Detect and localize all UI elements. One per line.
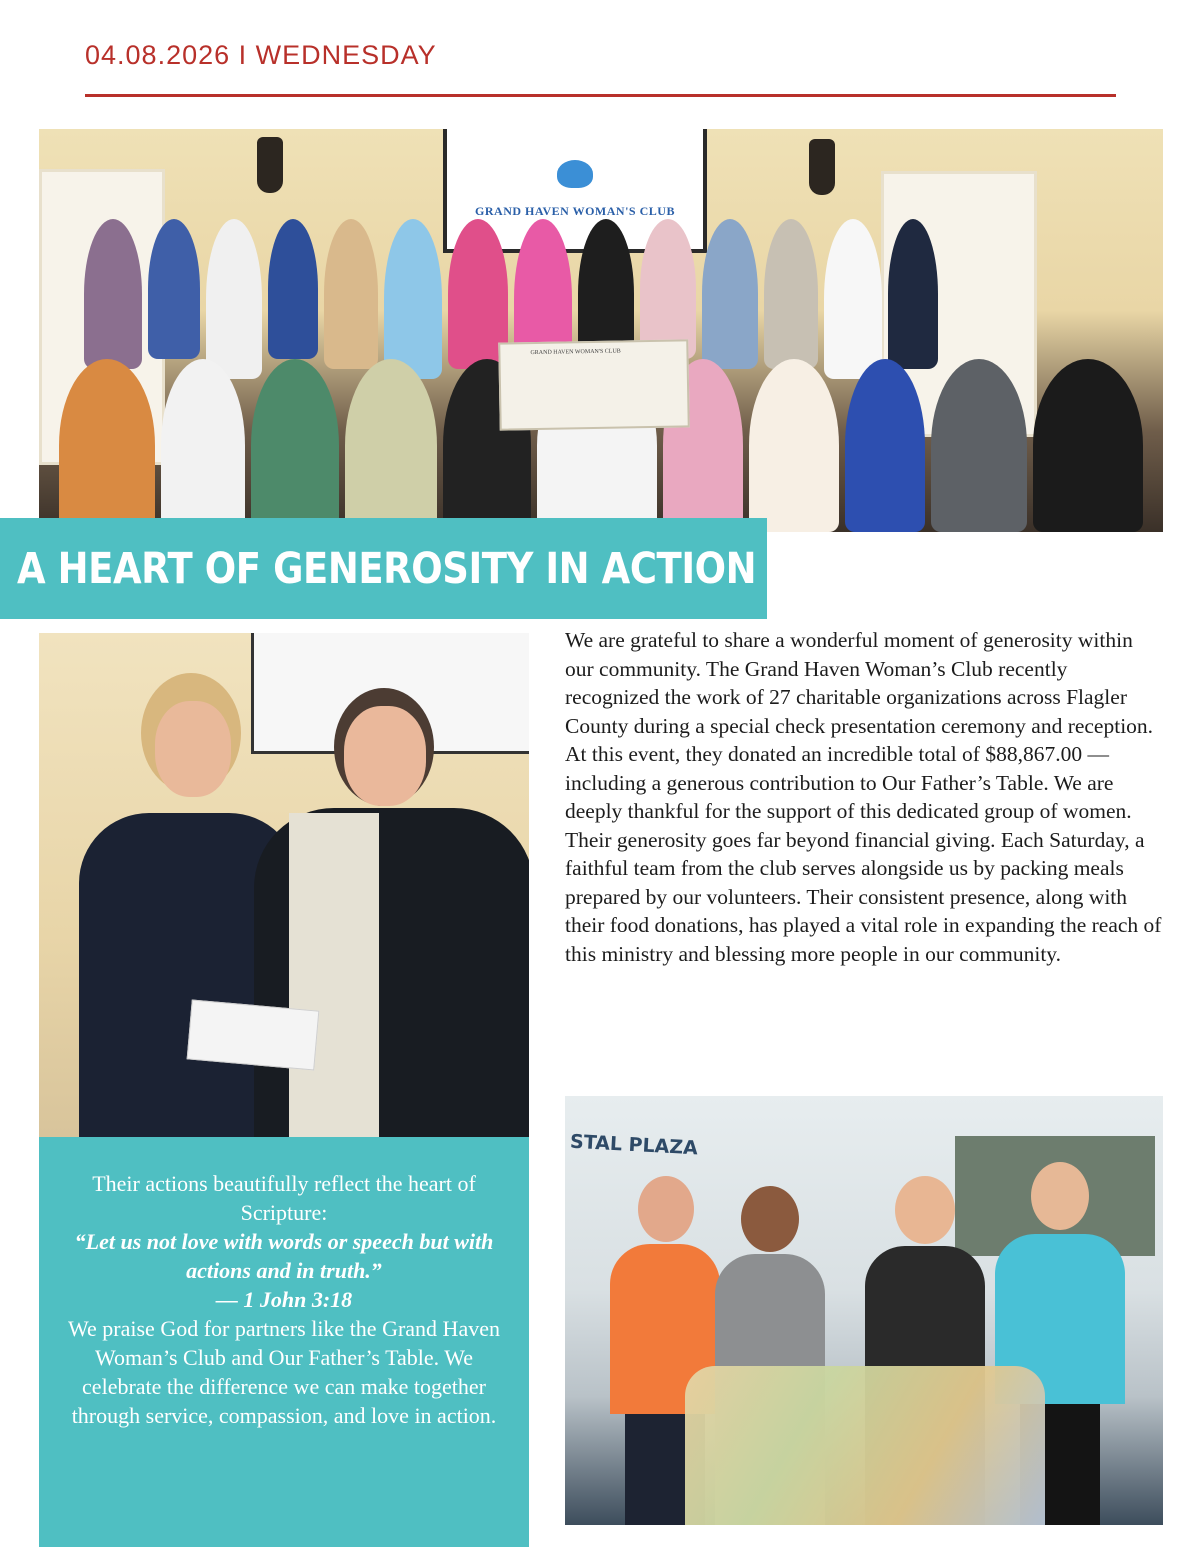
date-line: 04.08.2026 I WEDNESDAY [85,40,437,70]
wall-lamp-right [809,139,835,195]
check-title: GRAND HAVEN WOMAN'S CLUB [530,348,621,357]
wall-lamp-left [257,137,283,193]
quote-closing: We praise God for partners like the Grand Haven Woman’s Club and Our Father’s Table. We celebrate the difference we can make together through service, compassion, and love in action. [68,1316,500,1428]
screen-text: GRAND HAVEN WOMAN'S CLUB [475,203,675,218]
scripture-quote: “Let us not love with words or speech but with actions and in truth.” [74,1229,494,1283]
title-banner [0,518,767,619]
page-title: A HEART OF GENEROSITY IN ACTION [17,544,757,594]
volunteers-packing-photo [565,1096,1163,1525]
woman-right-figure [254,688,529,1137]
plaza-sign: STAL PLAZA [569,1130,699,1160]
quote-intro: Their actions beautifully reflect the heart of Scripture: [92,1171,476,1225]
header-rule [85,94,1116,97]
envelope [187,1000,320,1071]
two-women-envelope-photo [39,633,529,1137]
scripture-reference: — 1 John 3:18 [215,1287,353,1312]
article-body: We are grateful to share a wonderful moment of generosity within our community. The Grand Haven Woman’s Club recently recognized the work of 27 charitable organizations across Flagler County during a special check presentation ceremony and reception. At this event, they donated an incredible total of $88,867.00 —including a generous contribution to Our Father’s Table. We are deeply thankful for the support of this dedicated group of women. Their generosity goes far beyond financial giving. Each Saturday, a faithful team from the club serves alongside us by packing meals prepared by our volunteers. Their consistent presence, along with their food donations, has played a vital role in expanding the reach of this ministry and blessing more people in our community. [565,628,1162,966]
group-check-presentation-photo [39,129,1163,532]
presentation-check [498,339,690,430]
scripture-quote-box [39,1137,529,1547]
meal-bags [685,1366,1045,1525]
tree-logo-icon [557,160,593,188]
